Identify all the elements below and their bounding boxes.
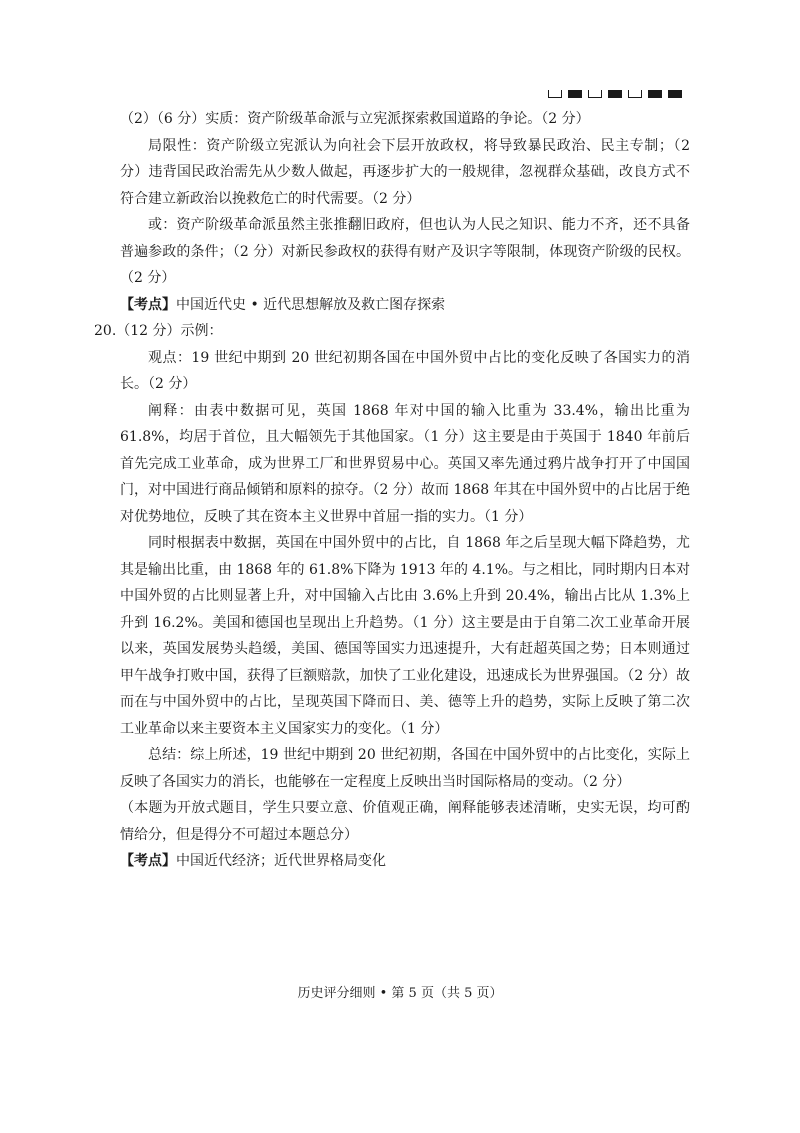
section2-heading: （2）（6 分）实质：资产阶级革命派与立宪派探索救国道路的争论。（2 分） bbox=[120, 111, 590, 127]
question-20-note: （本题为开放式题目，学生只要立意、价值观正确，阐释能够表述清晰，史实无误，均可酌情给分，但是得分不可超过本题总分） bbox=[120, 800, 690, 843]
header-marks bbox=[548, 90, 682, 98]
section2-limitations: 局限性：资产阶级立宪派认为向社会下层开放政权，将导致暴民政治、民主专制；（2 分）违背国民政治需先从少数人做起，再逐步扩大的一般规律，忽视群众基础，改良方式不符合建立新政治以挽救危亡的时代需要。（2 分） bbox=[120, 137, 690, 207]
header-mark bbox=[628, 90, 642, 98]
page-footer: 历史评分细则 • 第 5 页（共 5 页） bbox=[297, 986, 503, 1001]
question-20-summary: 总结：综上所述，19 世纪中期到 20 世纪初期，各国在中国外贸中的占比变化，实际上反映了各国实力的消长，也能够在一定程度上反映出当时国际格局的变动。（2 分） bbox=[120, 747, 690, 790]
kaodian-text: 中国近代经济；近代世界格局变化 bbox=[176, 853, 386, 869]
header-mark bbox=[548, 90, 562, 98]
document-body bbox=[94, 106, 690, 875]
kaodian-text: 中国近代史 • 近代思想解放及救亡图存探索 bbox=[176, 296, 446, 313]
header-mark bbox=[668, 90, 682, 98]
section2-alternative: 或：资产阶级革命派虽然主张推翻旧政府，但也认为人民之知识、能力不齐，还不具备普遍参政的条件；（2 分）对新民参政权的获得有财产及识字等限制，体现资产阶级的民权。（2 分） bbox=[120, 217, 690, 286]
kaodian-label: 【考点】 bbox=[120, 296, 176, 313]
question-20-viewpoint: 观点：19 世纪中期到 20 世纪初期各国在中国外贸中占比的变化反映了各国实力的消长。（2 分） bbox=[120, 349, 690, 392]
question-20-explanation-2: 同时根据表中数据，英国在中国外贸中的占比，自 1868 年之后呈现大幅下降趋势，尤其是输出比重，由 1868 年的 61.8%下降为 1913 年的 4.1%。与之相比，同时期内日本对中国外贸的占比则显著上升，对中国输入占比由 3.6%上升到 20.4%，输出占比从 1.3%上升到 16.2%。美国和德国也呈现出上升趋势。（1 分）这主要是由于自第二次工业革命开展以来，英国发展势头趋缓，美国、德国等国实力迅速提升，大有赶超英国之势；日本则通过甲午战争打败中国，获得了巨额赔款，加快了工业化建设，迅速成长为世界强国。（2 分）故而在与中国外贸中的占比，呈现英国下降而日、美、德等上升的趋势，实际上反映了第二次工业革命以来主要资本主义国家实力的变化。（1 分） bbox=[120, 535, 690, 737]
section2-kaodian bbox=[120, 292, 690, 319]
header-mark bbox=[648, 90, 662, 98]
kaodian-label: 【考点】 bbox=[120, 853, 176, 869]
question-20-explanation-1: 阐释：由表中数据可见，英国 1868 年对中国的输入比重为 33.4%，输出比重为 61.8%，均居于首位，且大幅领先于其他国家。（1 分）这主要是由于英国于 1840 年前后首先完成工业革命，成为世界工厂和世界贸易中心。英国又率先通过鸦片战争打开了中国国门，对中国进行商品倾销和原料的掠夺。（2 分）故而 1868 年其在中国外贸中的占比居于绝对优势地位，反映了其在资本主义世界中首屈一指的实力。（1 分） bbox=[120, 402, 690, 525]
question-20-heading: 20.（12 分）示例： bbox=[94, 323, 223, 339]
header-mark bbox=[588, 90, 602, 98]
header-mark bbox=[608, 90, 622, 98]
header-mark bbox=[568, 90, 582, 98]
question-20-kaodian bbox=[120, 848, 690, 875]
